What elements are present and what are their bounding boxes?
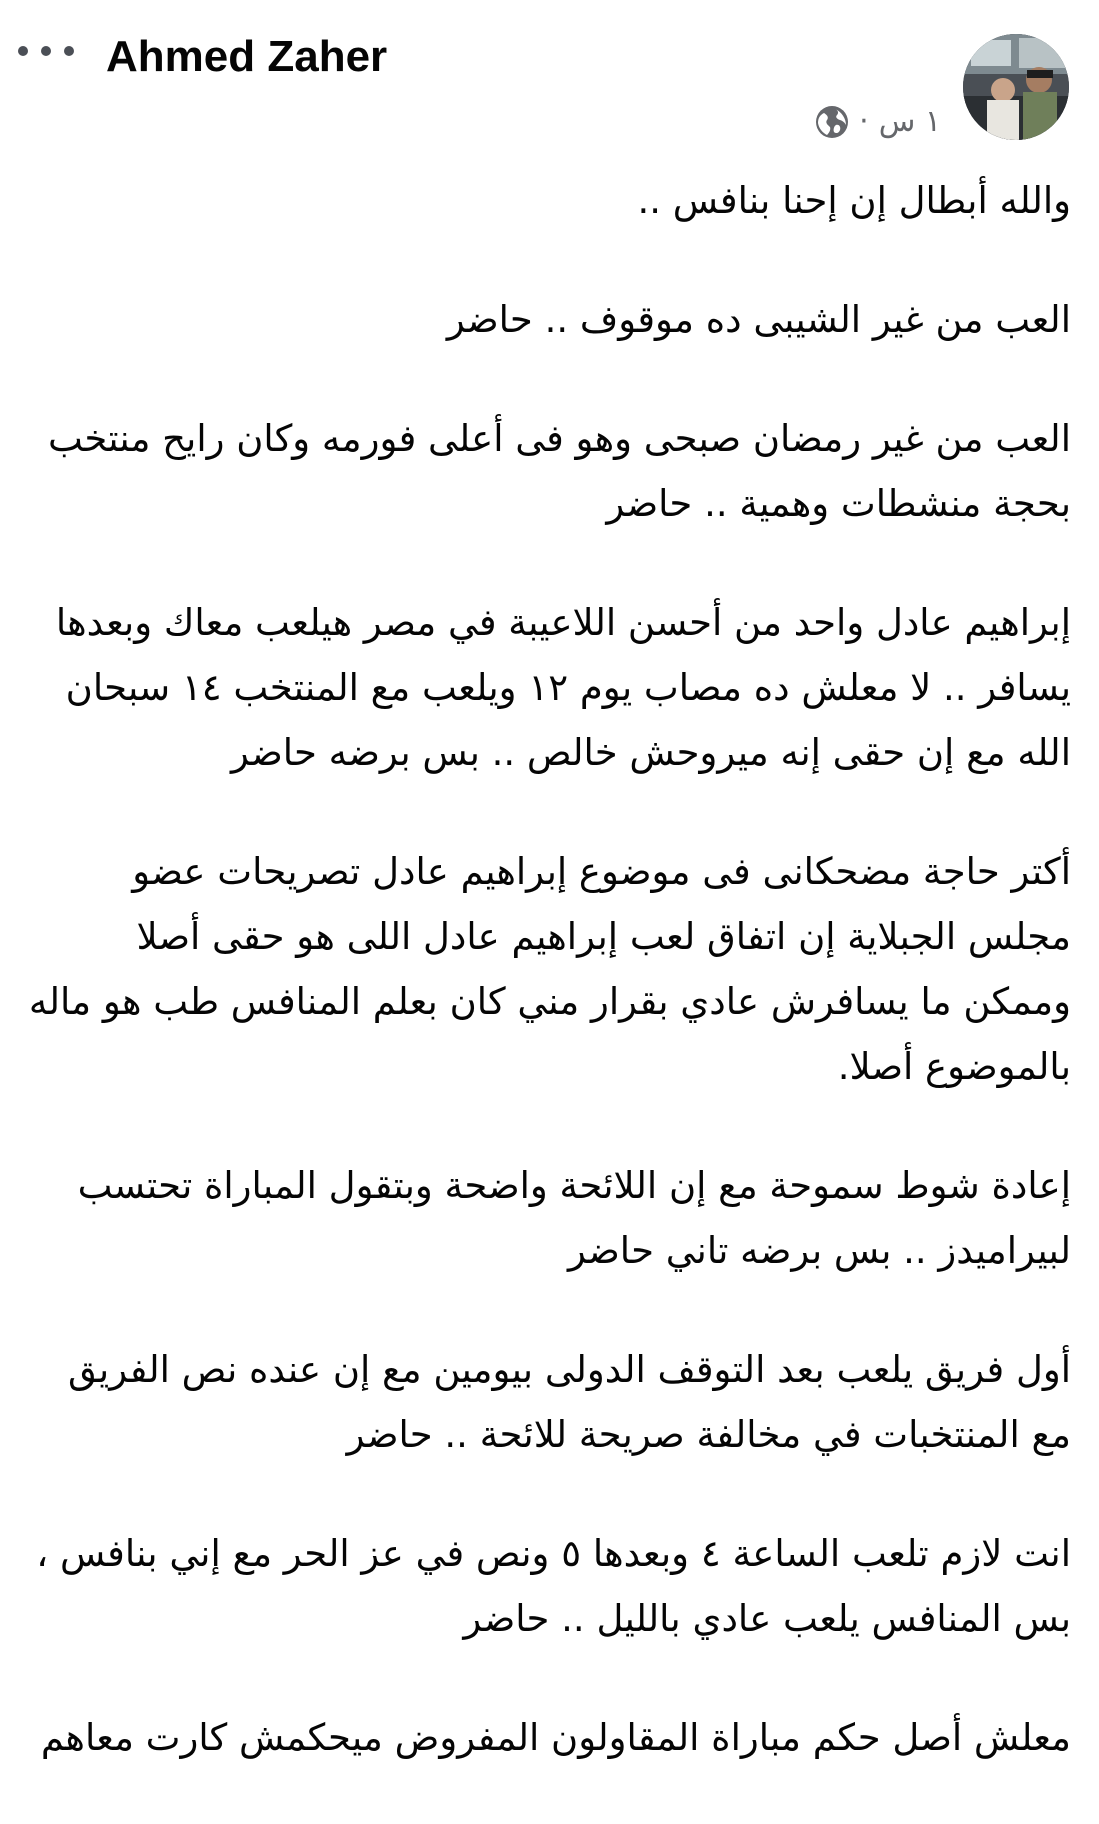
post-meta [815, 100, 941, 144]
post-header [0, 0, 1099, 160]
post-paragraph: إبراهيم عادل واحد من أحسن اللاعيبة في مصر هيلعب معاك وبعدها يسافر .. لا معلش ده مصاب يوم ١٢ ويلعب مع المنتخب ١٤ سبحان الله مع إن حقى إنه ميروحش خالص .. بس برضه حاضر [55, 601, 1071, 774]
meta-separator: · [859, 104, 869, 139]
profile-avatar[interactable] [963, 34, 1069, 140]
post-paragraph: العب من غير رمضان صبحى وهو فى أعلى فورمه وكان رايح منتخب بحجة منشطات وهمية .. حاضر [48, 417, 1071, 525]
post-timestamp[interactable]: ١ س [878, 104, 941, 139]
post-paragraph: أول فريق يلعب بعد التوقف الدولى بيومين مع إن عنده نص الفريق مع المنتخبات في مخالفة صريحة للائحة .. حاضر [68, 1348, 1071, 1456]
post-paragraph: إعادة شوط سموحة مع إن اللائحة واضحة وبتقول المباراة تحتسب لبيراميدز .. بس برضه تاني حاضر [77, 1164, 1071, 1272]
post-paragraph: والله أبطال إن إحنا بنافس .. [637, 179, 1071, 222]
post-paragraph: أكتر حاجة مضحكانى فى موضوع إبراهيم عادل تصريحات عضو مجلس الجبلاية إن اتفاق لعب إبراهيم عادل اللى هو حقى أصلا وممكن ما يسافرش عادي بقرار مني كان بعلم المنافس طب هو ماله بالموضوع أصلا. [28, 850, 1071, 1088]
post-body [28, 168, 1071, 1824]
author-name[interactable]: Ahmed Zaher [106, 32, 388, 81]
post-paragraph: معلش أصل حكم مباراة المقاولون المفروض ميحكمش كارت معاهم [40, 1716, 1071, 1759]
more-options-button[interactable] [18, 36, 74, 66]
post-paragraph: العب من غير الشيبى ده موقوف .. حاضر [446, 298, 1071, 341]
more-dots-icon [64, 46, 74, 56]
profile-photo-icon [963, 34, 1069, 140]
post-paragraph: انت لازم تلعب الساعة ٤ وبعدها ٥ ونص في عز الحر مع إني بنافس ، بس المنافس يلعب عادي بالليل .. حاضر [36, 1532, 1071, 1640]
globe-icon[interactable] [815, 105, 849, 139]
more-dots-icon [41, 46, 51, 56]
more-dots-icon [18, 46, 28, 56]
